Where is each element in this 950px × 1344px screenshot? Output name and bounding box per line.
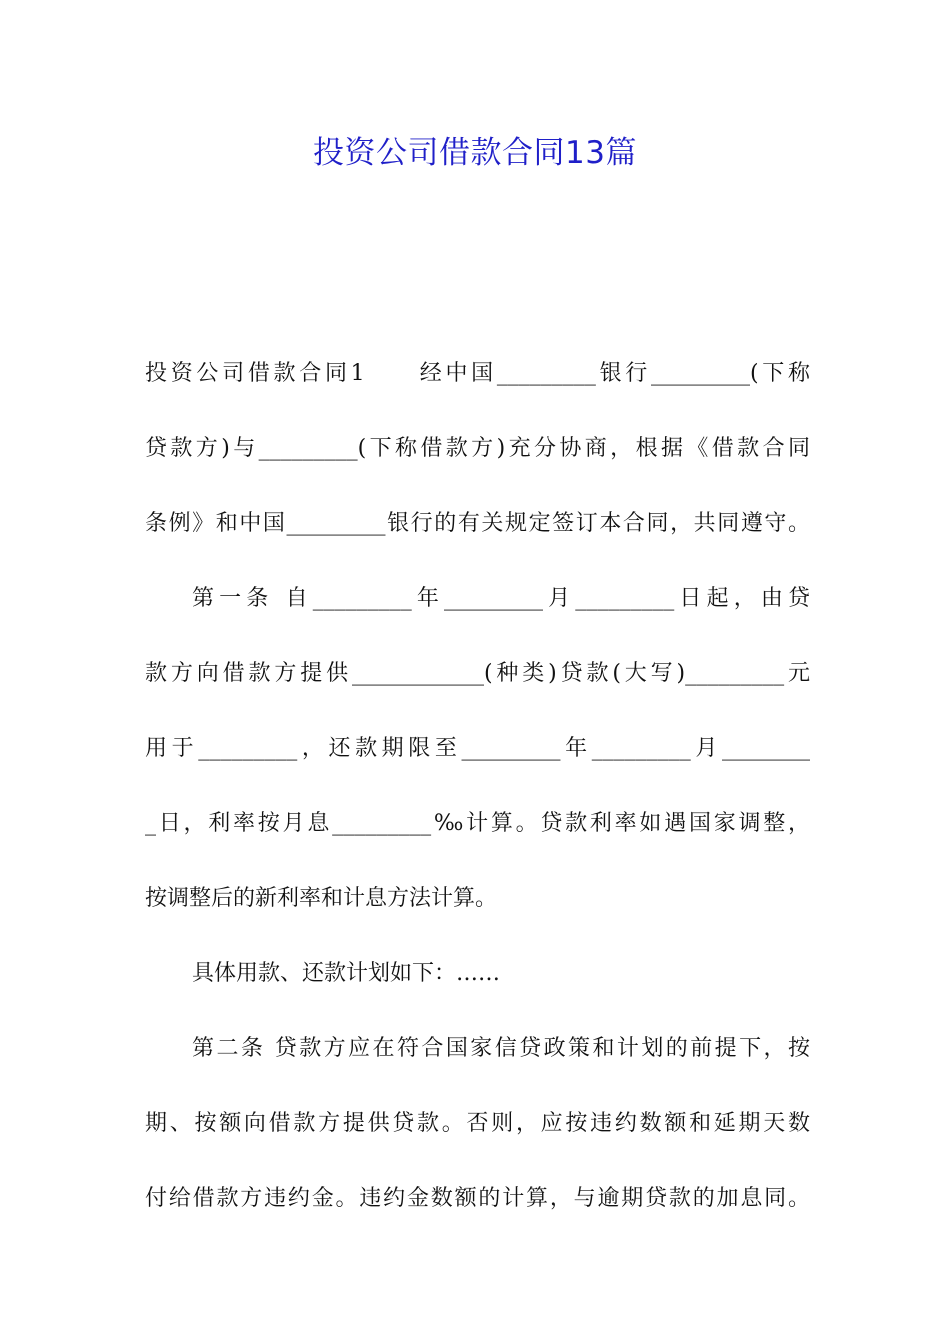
document-body xyxy=(145,336,810,1236)
article-1-line-1: 第一条 自_________年_________月_________日起，由贷 xyxy=(192,586,810,611)
body-line-2: 贷款方)与_________(下称借款方)充分协商，根据《借款合同 xyxy=(145,436,810,461)
body-line-1: 投资公司借款合同1 经中国_________银行_________(下称 xyxy=(145,361,810,386)
article-2-line-2: 期、按额向借款方提供贷款。否则，应按违约数额和延期天数 xyxy=(145,1111,810,1136)
article-1-line-2: 款方向借款方提供____________(种类)贷款(大写)_________元 xyxy=(145,661,810,686)
article-2-line-3: 付给借款方违约金。违约金数额的计算，与逾期贷款的加息同。 xyxy=(145,1186,810,1211)
article-2-line-1: 第二条 贷款方应在符合国家信贷政策和计划的前提下，按 xyxy=(192,1036,810,1061)
article-1-line-3: 用于_________，还款期限至_________年_________月________ xyxy=(145,736,810,761)
document-title: 投资公司借款合同13篇 xyxy=(313,135,637,171)
article-1-line-5: 按调整后的新利率和计息方法计算。 xyxy=(145,886,498,911)
body-line-3: 条例》和中国_________银行的有关规定签订本合同，共同遵守。 xyxy=(145,511,810,536)
repayment-plan-line: 具体用款、还款计划如下：…… xyxy=(192,961,501,986)
article-1-line-4: _日，利率按月息_________‰计算。贷款利率如遇国家调整， xyxy=(145,811,810,836)
